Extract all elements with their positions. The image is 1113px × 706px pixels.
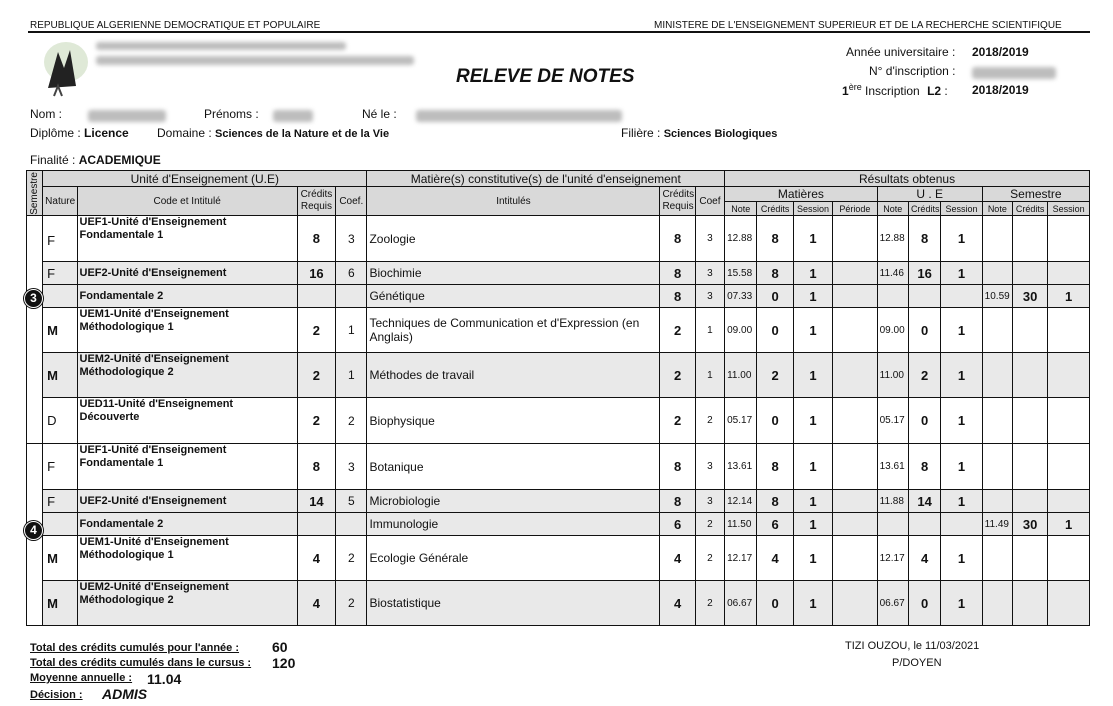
ue-note-cell: 12.17 <box>877 536 908 581</box>
periode-cell <box>833 308 877 353</box>
inscription-year: 2018/2019 <box>972 83 1029 97</box>
credits-requis-header: Crédits Requis <box>297 187 335 216</box>
table-row <box>27 536 1090 581</box>
m-session-cell: 1 <box>793 398 832 444</box>
filiere-value: Sciences Biologiques <box>663 128 778 140</box>
birth-value-blurred <box>416 107 622 125</box>
s-note-cell <box>982 308 1012 353</box>
ue-cell: Fondamentale 2 <box>77 513 297 536</box>
m-cred-cell: 6 <box>757 513 793 536</box>
matieres-header: Matières <box>725 187 878 202</box>
inscription-level: L2 <box>927 84 942 98</box>
matiere-cell: Biochimie <box>367 262 660 285</box>
nature-cell: F <box>43 444 77 490</box>
ue-cred-cell: 0 <box>908 398 940 444</box>
ue-cell: UEF1-Unité d'Enseignement Fondamentale 1 <box>77 216 297 262</box>
diplome-label: Diplôme : <box>30 126 81 140</box>
s-session-cell <box>1048 216 1090 262</box>
place-date: TIZI OUZOU, le 11/03/2021 <box>845 640 980 652</box>
s-note-cell <box>982 216 1012 262</box>
ue-note-cell: 11.00 <box>877 353 908 398</box>
m-session-cell: 1 <box>793 490 832 513</box>
domaine-label: Domaine : <box>157 126 212 140</box>
ue-cell: UEF2-Unité d'Enseignement <box>77 490 297 513</box>
s-note-cell <box>982 353 1012 398</box>
s-session-cell <box>1048 490 1090 513</box>
m-session-cell: 1 <box>793 262 832 285</box>
faculty-name-blurred <box>96 52 414 70</box>
nature-cell: M <box>43 581 77 626</box>
ue-coef-cell: 2 <box>336 581 367 626</box>
ue-cred-cell: 2 <box>908 353 940 398</box>
s-note-cell: 11.49 <box>982 513 1012 536</box>
s-note-cell <box>982 398 1012 444</box>
ue-credits-cell: 2 <box>297 353 335 398</box>
ue-session-cell: 1 <box>941 216 982 262</box>
university-logo <box>36 38 92 98</box>
ue-session-cell: 1 <box>941 262 982 285</box>
m-note-cell: 15.58 <box>725 262 757 285</box>
m-credits-cell: 8 <box>660 262 695 285</box>
ue-session-cell: 1 <box>941 490 982 513</box>
m-session-cell: 1 <box>793 536 832 581</box>
m-coef-cell: 2 <box>695 536 724 581</box>
ue-note-cell: 11.88 <box>877 490 908 513</box>
s-cred-cell <box>1012 536 1047 581</box>
m-session-cell: 1 <box>793 285 832 308</box>
ue-group-header: Unité d'Enseignement (U.E) <box>43 171 367 187</box>
ue-credits-cell: 8 <box>297 444 335 490</box>
m-credits-cell: 4 <box>660 581 695 626</box>
ue-credits-header: Crédits <box>908 202 940 216</box>
domaine-value: Sciences de la Nature et de la Vie <box>215 128 390 140</box>
total-cursus-label: Total des crédits cumulés dans le cursus : <box>30 657 252 669</box>
signatory: P/DOYEN <box>892 657 942 669</box>
filiere-label: Filière : <box>621 126 661 140</box>
semester-4-badge: 4 <box>24 521 43 540</box>
s-cred-cell <box>1012 490 1047 513</box>
nature-cell: M <box>43 353 77 398</box>
ue-cell: Fondamentale 2 <box>77 285 297 308</box>
m-session-cell: 1 <box>793 308 832 353</box>
periode-cell <box>833 444 877 490</box>
ue-coef-cell: 3 <box>336 444 367 490</box>
nature-cell: M <box>43 536 77 581</box>
m-note-cell: 06.67 <box>725 581 757 626</box>
m-coef-cell: 2 <box>695 581 724 626</box>
m-session-cell: 1 <box>793 216 832 262</box>
m-credits-cell: 2 <box>660 353 695 398</box>
m-cred-cell: 0 <box>757 285 793 308</box>
ministry-title: MINISTERE DE L'ENSEIGNEMENT SUPERIEUR ET DE LA RECHERCHE SCIENTIFIQUE <box>654 20 1062 31</box>
ue-note-cell <box>877 513 908 536</box>
matiere-cell: Ecologie Générale <box>367 536 660 581</box>
s-session-header: Session <box>1048 202 1090 216</box>
average-value: 11.04 <box>147 671 182 687</box>
s-note-cell <box>982 490 1012 513</box>
total-year-label: Total des crédits cumulés pour l'année : <box>30 642 240 654</box>
ue-cell: UEM1-Unité d'Enseignement Méthodologique 1 <box>77 308 297 353</box>
ue-credits-cell: 2 <box>297 308 335 353</box>
ue-results-header: U . E <box>877 187 982 202</box>
table-row <box>27 513 1090 536</box>
m-credits-cell: 2 <box>660 308 695 353</box>
s-session-cell <box>1048 536 1090 581</box>
s-note-cell: 10.59 <box>982 285 1012 308</box>
table-row <box>27 490 1090 513</box>
ue-credits-cell: 14 <box>297 490 335 513</box>
inscription-level-line: 1ère Inscription L2 : <box>842 82 948 98</box>
table-row <box>27 285 1090 308</box>
m-credits-cell: 8 <box>660 444 695 490</box>
ue-cred-cell: 0 <box>908 581 940 626</box>
ue-session-cell: 1 <box>941 444 982 490</box>
semestre-results-header: Semestre <box>982 187 1089 202</box>
periode-cell <box>833 513 877 536</box>
coef-header: Coef. <box>336 187 367 216</box>
nature-cell <box>43 285 77 308</box>
s-cred-cell <box>1012 398 1047 444</box>
s-note-cell <box>982 536 1012 581</box>
ue-credits-cell: 8 <box>297 216 335 262</box>
code-header: Code et Intitulé <box>77 187 297 216</box>
ue-cell: UEF1-Unité d'Enseignement Fondamentale 1 <box>77 444 297 490</box>
diplome-value: Licence <box>84 126 129 140</box>
m-cred-cell: 8 <box>757 216 793 262</box>
semestre-cell <box>27 216 43 444</box>
nature-cell: F <box>43 216 77 262</box>
ue-note-cell <box>877 285 908 308</box>
s-cred-cell: 30 <box>1012 285 1047 308</box>
m-cred-cell: 2 <box>757 353 793 398</box>
m-note-cell: 12.14 <box>725 490 757 513</box>
m-credits-header: Crédits Requis <box>660 187 695 216</box>
diplome-row <box>30 126 129 140</box>
ue-coef-cell: 3 <box>336 216 367 262</box>
m-credits-cell: 8 <box>660 216 695 262</box>
s-cred-cell <box>1012 262 1047 285</box>
matiere-group-header: Matière(s) constitutive(s) de l'unité d'enseignement <box>367 171 725 187</box>
finalite-label: Finalité : <box>30 153 76 167</box>
table-row <box>27 353 1090 398</box>
ue-cred-cell: 8 <box>908 444 940 490</box>
m-coef-cell: 3 <box>695 444 724 490</box>
average-label: Moyenne annuelle : <box>30 672 133 684</box>
matiere-cell: Microbiologie <box>367 490 660 513</box>
s-session-cell <box>1048 308 1090 353</box>
periode-cell <box>833 398 877 444</box>
table-row <box>27 581 1090 626</box>
ue-note-header: Note <box>877 202 908 216</box>
ue-cred-cell: 4 <box>908 536 940 581</box>
ue-cell: UEM1-Unité d'Enseignement Méthodologique 1 <box>77 536 297 581</box>
matiere-cell: Biophysique <box>367 398 660 444</box>
prenoms-value-blurred <box>273 107 313 125</box>
results-group-header: Résultats obtenus <box>725 171 1090 187</box>
periode-cell <box>833 536 877 581</box>
periode-cell <box>833 581 877 626</box>
ue-note-cell: 06.67 <box>877 581 908 626</box>
semestre-header: Semestre <box>27 171 43 216</box>
document-title: RELEVE DE NOTES <box>456 66 635 87</box>
nature-cell: F <box>43 262 77 285</box>
matiere-cell: Botanique <box>367 444 660 490</box>
ue-coef-cell <box>336 513 367 536</box>
ue-session-cell <box>941 513 982 536</box>
ue-note-cell: 12.88 <box>877 216 908 262</box>
s-session-cell: 1 <box>1048 513 1090 536</box>
matiere-cell: Biostatistique <box>367 581 660 626</box>
m-cred-cell: 4 <box>757 536 793 581</box>
s-session-cell: 1 <box>1048 285 1090 308</box>
ue-coef-cell: 1 <box>336 308 367 353</box>
ue-cell: UEM2-Unité d'Enseignement Méthodologique 2 <box>77 581 297 626</box>
ue-coef-cell: 1 <box>336 353 367 398</box>
ue-coef-cell: 2 <box>336 398 367 444</box>
m-credits-cell: 8 <box>660 285 695 308</box>
ue-session-cell: 1 <box>941 353 982 398</box>
m-cred-cell: 0 <box>757 308 793 353</box>
nature-cell: M <box>43 308 77 353</box>
m-note-cell: 07.33 <box>725 285 757 308</box>
total-year-value: 60 <box>272 639 288 655</box>
filiere-row <box>621 126 777 140</box>
matiere-cell: Zoologie <box>367 216 660 262</box>
ue-cell: UED11-Unité d'Enseignement Découverte <box>77 398 297 444</box>
s-note-header: Note <box>982 202 1012 216</box>
m-coef-cell: 2 <box>695 398 724 444</box>
ue-session-cell: 1 <box>941 398 982 444</box>
ue-cred-cell <box>908 285 940 308</box>
ue-coef-cell: 2 <box>336 536 367 581</box>
matiere-cell: Immunologie <box>367 513 660 536</box>
s-session-cell <box>1048 444 1090 490</box>
s-note-cell <box>982 444 1012 490</box>
semester-3-badge: 3 <box>24 289 43 308</box>
nature-cell: D <box>43 398 77 444</box>
ue-session-cell: 1 <box>941 581 982 626</box>
s-cred-cell <box>1012 216 1047 262</box>
ue-credits-cell: 4 <box>297 581 335 626</box>
inscription-sup: ère <box>848 82 862 92</box>
inscription-label2: Inscription <box>861 84 920 98</box>
m-coef-cell: 3 <box>695 262 724 285</box>
intitules-header: Intitulés <box>367 187 660 216</box>
decision-label: Décision : <box>30 689 83 701</box>
header-rule <box>28 31 1090 33</box>
s-session-cell <box>1048 581 1090 626</box>
m-session-cell: 1 <box>793 444 832 490</box>
grades-table <box>26 170 1090 626</box>
ue-note-cell: 05.17 <box>877 398 908 444</box>
ue-cred-cell: 14 <box>908 490 940 513</box>
ue-session-cell: 1 <box>941 536 982 581</box>
ue-coef-cell <box>336 285 367 308</box>
ue-credits-cell <box>297 513 335 536</box>
republic-title: REPUBLIQUE ALGERIENNE DEMOCRATIQUE ET POPULAIRE <box>30 20 321 31</box>
m-session-cell: 1 <box>793 353 832 398</box>
m-credits-cell: 2 <box>660 398 695 444</box>
matiere-cell: Méthodes de travail <box>367 353 660 398</box>
s-cred-cell <box>1012 581 1047 626</box>
table-row <box>27 308 1090 353</box>
s-session-cell <box>1048 398 1090 444</box>
table-row <box>27 444 1090 490</box>
s-cred-cell: 30 <box>1012 513 1047 536</box>
nom-value-blurred <box>88 107 166 125</box>
table-row <box>27 262 1090 285</box>
table-row <box>27 216 1090 262</box>
inscription-prefix: 1 <box>842 84 849 98</box>
s-cred-cell <box>1012 353 1047 398</box>
nature-cell <box>43 513 77 536</box>
s-session-cell <box>1048 262 1090 285</box>
periode-cell <box>833 262 877 285</box>
m-note-cell: 09.00 <box>725 308 757 353</box>
m-credits-obt-header: Crédits <box>757 202 793 216</box>
matiere-cell: Techniques de Communication et d'Expression (en Anglais) <box>367 308 660 353</box>
m-cred-cell: 8 <box>757 262 793 285</box>
periode-cell <box>833 353 877 398</box>
table-row <box>27 398 1090 444</box>
periode-cell <box>833 216 877 262</box>
m-coef-cell: 1 <box>695 353 724 398</box>
ue-session-cell: 1 <box>941 308 982 353</box>
ue-session-header: Session <box>941 202 982 216</box>
m-coef-cell: 3 <box>695 490 724 513</box>
m-cred-cell: 8 <box>757 444 793 490</box>
ue-credits-cell: 2 <box>297 398 335 444</box>
ue-cell: UEF2-Unité d'Enseignement <box>77 262 297 285</box>
m-note-cell: 05.17 <box>725 398 757 444</box>
domaine-row <box>157 126 389 140</box>
m-note-cell: 13.61 <box>725 444 757 490</box>
birth-label: Né le : <box>362 107 397 121</box>
ue-session-cell <box>941 285 982 308</box>
m-credits-cell: 6 <box>660 513 695 536</box>
m-note-cell: 12.17 <box>725 536 757 581</box>
finalite-row <box>30 153 161 167</box>
m-note-cell: 11.50 <box>725 513 757 536</box>
ue-coef-cell: 5 <box>336 490 367 513</box>
ue-cred-cell <box>908 513 940 536</box>
ue-credits-cell: 4 <box>297 536 335 581</box>
academic-year-label: Année universitaire : <box>846 45 956 59</box>
s-cred-cell <box>1012 444 1047 490</box>
ue-credits-cell <box>297 285 335 308</box>
ue-credits-cell: 16 <box>297 262 335 285</box>
nature-cell: F <box>43 490 77 513</box>
prenoms-label: Prénoms : <box>204 107 259 121</box>
s-note-cell <box>982 262 1012 285</box>
m-cred-cell: 0 <box>757 581 793 626</box>
m-periode-header: Période <box>833 202 877 216</box>
s-session-cell <box>1048 353 1090 398</box>
m-coef-cell: 1 <box>695 308 724 353</box>
s-cred-cell <box>1012 308 1047 353</box>
academic-year-value: 2018/2019 <box>972 45 1029 59</box>
periode-cell <box>833 490 877 513</box>
m-note-cell: 11.00 <box>725 353 757 398</box>
ue-cred-cell: 16 <box>908 262 940 285</box>
ue-cell: UEM2-Unité d'Enseignement Méthodologique 2 <box>77 353 297 398</box>
m-cred-cell: 0 <box>757 398 793 444</box>
matiere-cell: Génétique <box>367 285 660 308</box>
ue-note-cell: 11.46 <box>877 262 908 285</box>
nom-label: Nom : <box>30 107 63 121</box>
m-session-cell: 1 <box>793 513 832 536</box>
m-coef-cell: 3 <box>695 285 724 308</box>
m-coef-header: Coef <box>695 187 724 216</box>
total-cursus-value: 120 <box>272 655 296 671</box>
finalite-value: ACADEMIQUE <box>78 153 161 167</box>
m-credits-cell: 4 <box>660 536 695 581</box>
ue-cred-cell: 8 <box>908 216 940 262</box>
m-session-header: Session <box>793 202 832 216</box>
inscription-number-blurred <box>972 64 1056 82</box>
nature-header: Nature <box>43 187 77 216</box>
m-coef-cell: 2 <box>695 513 724 536</box>
decision-value: ADMIS <box>102 686 148 702</box>
m-note-cell: 12.88 <box>725 216 757 262</box>
ue-note-cell: 09.00 <box>877 308 908 353</box>
m-credits-cell: 8 <box>660 490 695 513</box>
ue-coef-cell: 6 <box>336 262 367 285</box>
s-note-cell <box>982 581 1012 626</box>
m-cred-cell: 8 <box>757 490 793 513</box>
m-note-header: Note <box>725 202 757 216</box>
inscription-number-label: N° d'inscription : <box>869 64 956 78</box>
periode-cell <box>833 285 877 308</box>
m-coef-cell: 3 <box>695 216 724 262</box>
ue-cred-cell: 0 <box>908 308 940 353</box>
m-session-cell: 1 <box>793 581 832 626</box>
ue-note-cell: 13.61 <box>877 444 908 490</box>
s-credits-header: Crédits <box>1012 202 1047 216</box>
